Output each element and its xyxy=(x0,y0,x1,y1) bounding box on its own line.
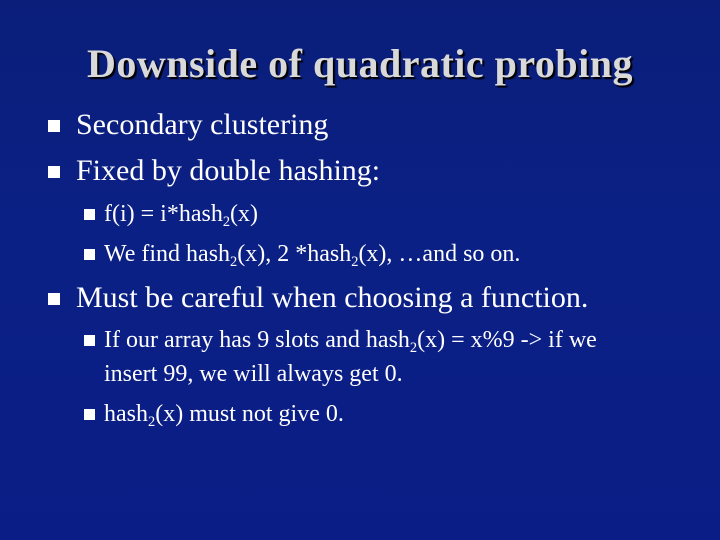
sub-bullet-text: hash$_2$(x) must not give 0. xyxy=(104,401,344,431)
bullet-text: Fixed by double hashing: xyxy=(76,154,381,187)
bullet-text: Secondary clustering xyxy=(76,108,329,141)
slide-title: Downside of quadratic probing xyxy=(86,41,634,86)
square-bullet-icon xyxy=(48,166,60,178)
square-bullet-icon xyxy=(84,409,95,420)
bullet-text: Must be careful when choosing a function. xyxy=(76,281,589,314)
square-bullet-icon xyxy=(48,293,60,305)
sub-bullet-text: We find hash$_2$(x), 2 *hash$_2$(x), …and so on. xyxy=(104,241,521,271)
sub-bullet-text: f(i) = i*hash$_2$(x) xyxy=(104,201,259,231)
square-bullet-icon xyxy=(84,209,95,220)
square-bullet-icon xyxy=(84,249,95,260)
sub-bullet-text-continuation: insert 99, we will always get 0. xyxy=(104,361,403,387)
square-bullet-icon xyxy=(84,335,95,346)
sub-bullet-text: If our array has 9 slots and hash$_2$(x) = x%9 -> if we xyxy=(104,327,597,357)
square-bullet-icon xyxy=(48,120,60,132)
